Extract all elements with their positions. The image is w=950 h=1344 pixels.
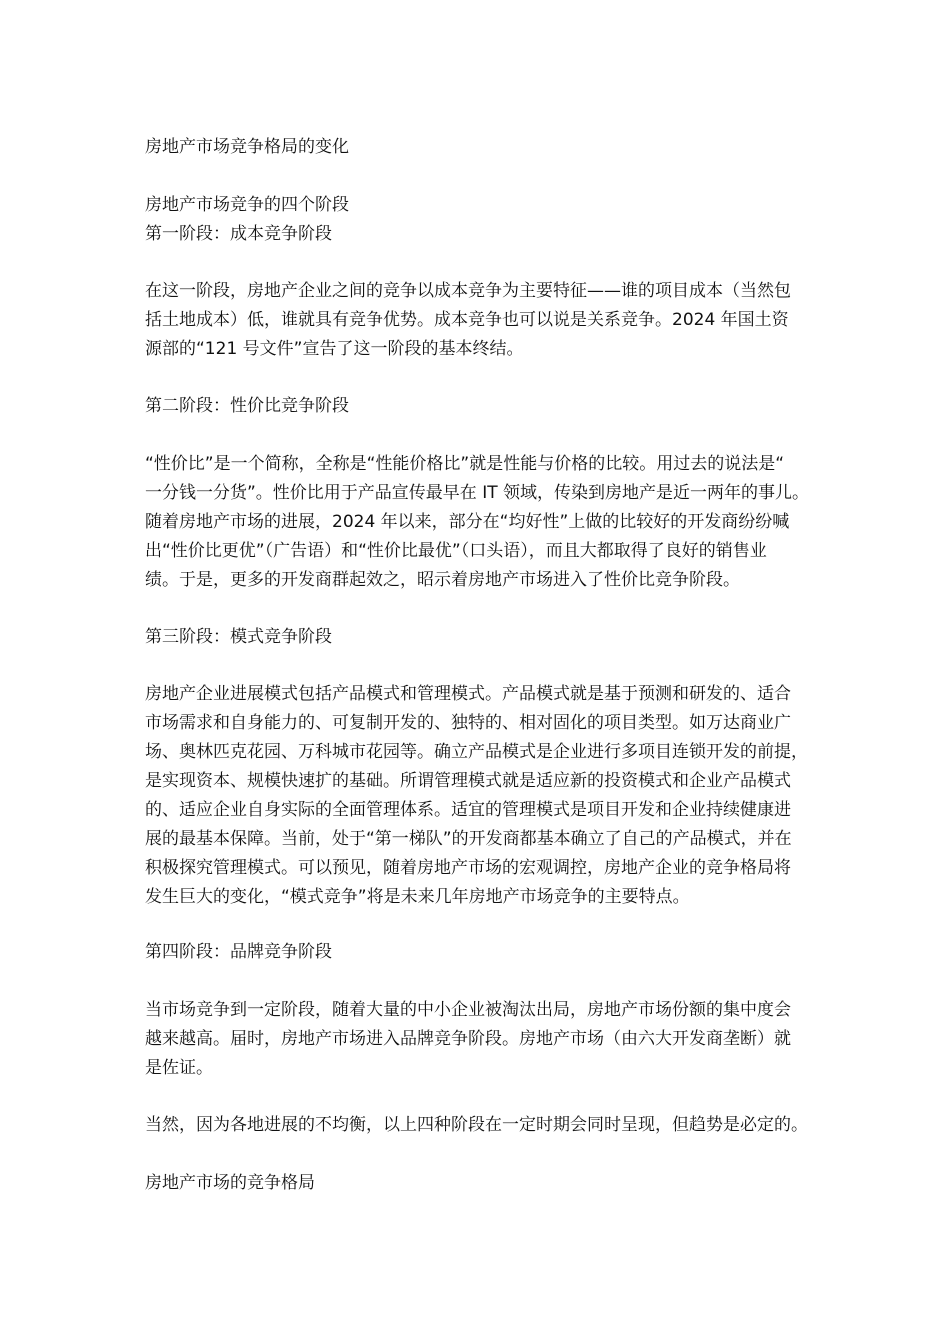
section-heading: 房地产市场竞争的四个阶段 [145, 195, 349, 215]
stage1-heading: 第一阶段：成本竞争阶段 [145, 224, 332, 244]
paragraph-line: 绩。于是，更多的开发商群起效之，昭示着房地产市场进入了性价比竞争阶段。 [145, 570, 740, 590]
paragraph-line: 出“性价比更优”（广告语）和“性价比最优”（口头语），而且大都取得了良好的销售业 [145, 541, 767, 561]
paragraph-line: 随着房地产市场的进展，2024 年以来，部分在“均好性”上做的比较好的开发商纷纷喊 [145, 512, 790, 532]
conclusion-paragraph: 当然，因为各地进展的不均衡，以上四种阶段在一定时期会同时呈现，但趋势是必定的。 [145, 1115, 808, 1135]
paragraph-line: 是佐证。 [145, 1058, 213, 1078]
paragraph-line: 发生巨大的变化，“模式竞争”将是未来几年房地产市场竞争的主要特点。 [145, 887, 690, 907]
paragraph-line: 市场需求和自身能力的、可复制开发的、独特的、相对固化的项目类型。如万达商业广 [145, 713, 791, 733]
paragraph-line: 当市场竞争到一定阶段，随着大量的中小企业被淘汰出局，房地产市场份额的集中度会 [145, 1000, 791, 1020]
paragraph-line: 的、适应企业自身实际的全面管理体系。适宜的管理模式是项目开发和企业持续健康进 [145, 800, 791, 820]
stage2-heading: 第二阶段：性价比竞争阶段 [145, 396, 349, 416]
stage4-heading: 第四阶段：品牌竞争阶段 [145, 942, 332, 962]
stage3-heading: 第三阶段：模式竞争阶段 [145, 627, 332, 647]
paragraph-line: 积极探究管理模式。可以预见，随着房地产市场的宏观调控，房地产企业的竞争格局将 [145, 858, 791, 878]
closing-heading: 房地产市场的竞争格局 [145, 1173, 315, 1193]
paragraph-line: 场、奥林匹克花园、万科城市花园等。确立产品模式是企业进行多项目连锁开发的前提， [145, 742, 808, 762]
document-title: 房地产市场竞争格局的变化 [145, 137, 349, 157]
paragraph-line: 括土地成本）低，谁就具有竞争优势。成本竞争也可以说是关系竞争。2024 年国土资 [145, 310, 789, 330]
paragraph-line: 展的最基本保障。当前，处于“第一梯队”的开发商都基本确立了自己的产品模式，并在 [145, 829, 792, 849]
paragraph-line: 房地产企业进展模式包括产品模式和管理模式。产品模式就是基于预测和研发的、适合 [145, 684, 791, 704]
paragraph-line: 越来越高。届时，房地产市场进入品牌竞争阶段。房地产市场（由六大开发商垄断）就 [145, 1029, 791, 1049]
paragraph-line: 一分钱一分货”。性价比用于产品宣传最早在 IT 领域，传染到房地产是近一两年的事儿。 [145, 483, 810, 503]
paragraph-line: 在这一阶段，房地产企业之间的竞争以成本竞争为主要特征——谁的项目成本（当然包 [145, 281, 791, 301]
paragraph-line: 是实现资本、规模快速扩的基础。所谓管理模式就是适应新的投资模式和企业产品模式 [145, 771, 791, 791]
paragraph-line: 源部的“121 号文件”宣告了这一阶段的基本终结。 [145, 339, 524, 359]
paragraph-line: “性价比”是一个简称，全称是“性能价格比”就是性能与价格的比较。用过去的说法是“ [145, 454, 785, 474]
